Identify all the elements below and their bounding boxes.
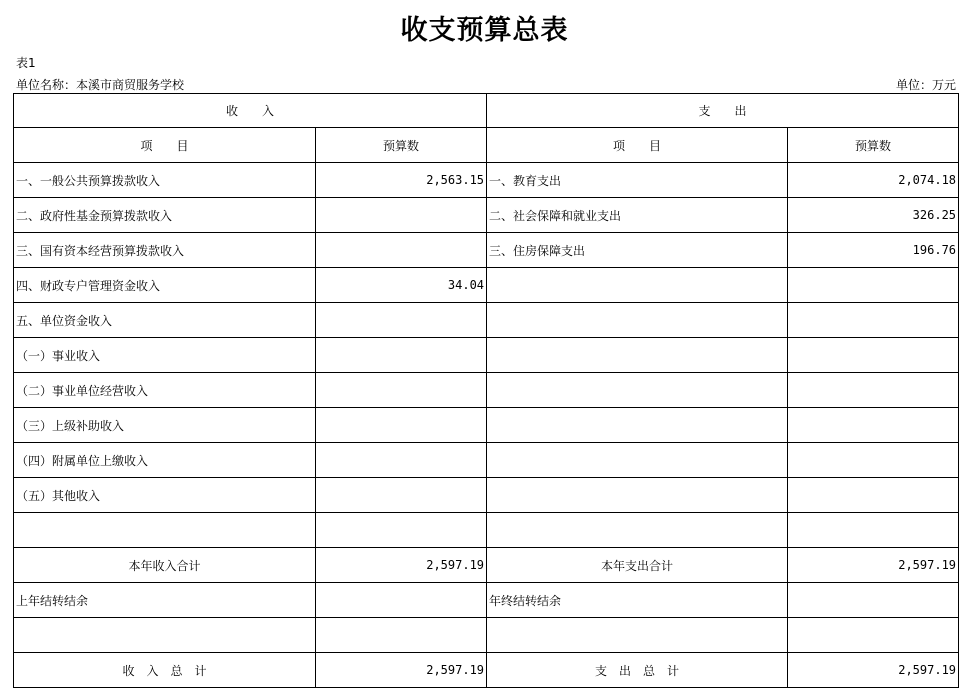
- expense-value: [788, 373, 959, 408]
- income-value: [316, 478, 487, 513]
- expense-item: 三、住房保障支出: [487, 233, 788, 268]
- expense-budget-header: 预算数: [788, 128, 959, 163]
- income-section-header: 收 入: [14, 94, 487, 128]
- income-value: [316, 443, 487, 478]
- income-value: [316, 338, 487, 373]
- blank-cell: [487, 618, 788, 653]
- expense-item: [487, 373, 788, 408]
- section-header-row: [14, 94, 959, 128]
- income-item: （二）事业单位经营收入: [14, 373, 316, 408]
- expense-value: [788, 513, 959, 548]
- expense-section-header: 支 出: [487, 94, 959, 128]
- income-item: （三）上级补助收入: [14, 408, 316, 443]
- income-value: [316, 513, 487, 548]
- income-item: 四、财政专户管理资金收入: [14, 268, 316, 303]
- expense-item-header: 项 目: [487, 128, 788, 163]
- expense-value: [788, 338, 959, 373]
- table-row: [14, 338, 959, 373]
- table-code: 表1: [16, 56, 36, 70]
- table-row: [14, 373, 959, 408]
- income-budget-header: 预算数: [316, 128, 487, 163]
- table-row: [14, 408, 959, 443]
- income-item: （四）附属单位上缴收入: [14, 443, 316, 478]
- prior-year-carryover-label: 上年结转结余: [14, 583, 316, 618]
- prior-year-carryover-value: [316, 583, 487, 618]
- income-item: 二、政府性基金预算拨款收入: [14, 198, 316, 233]
- income-value: 2,563.15: [316, 163, 487, 198]
- carry-over-row: [14, 583, 959, 618]
- expense-item: [487, 303, 788, 338]
- income-item-header: 项 目: [14, 128, 316, 163]
- expense-total-value: 2,597.19: [788, 653, 959, 688]
- table-row: [14, 233, 959, 268]
- income-item: 五、单位资金收入: [14, 303, 316, 338]
- currency-unit: 单位：万元: [895, 78, 956, 92]
- expense-value: [788, 268, 959, 303]
- year-end-carryover-label: 年终结转结余: [487, 583, 788, 618]
- blank-row: [14, 618, 959, 653]
- income-total-value: 2,597.19: [316, 653, 487, 688]
- budget-table: [13, 93, 959, 688]
- expense-item: [487, 338, 788, 373]
- income-item: 一、一般公共预算拨款收入: [14, 163, 316, 198]
- page-title: 收支预算总表: [400, 15, 569, 46]
- table-row: [14, 268, 959, 303]
- income-value: [316, 408, 487, 443]
- column-header-row: [14, 128, 959, 163]
- income-item: （一）事业收入: [14, 338, 316, 373]
- table-row: [14, 478, 959, 513]
- unit-name: 单位名称：本溪市商贸服务学校: [16, 78, 185, 92]
- subtotal-row: [14, 548, 959, 583]
- table-row: [14, 163, 959, 198]
- expense-value: [788, 443, 959, 478]
- expense-value: 196.76: [788, 233, 959, 268]
- income-value: [316, 303, 487, 338]
- expense-value: 2,074.18: [788, 163, 959, 198]
- expense-item: [487, 268, 788, 303]
- income-subtotal-label: 本年收入合计: [14, 548, 316, 583]
- expense-item: 一、教育支出: [487, 163, 788, 198]
- income-item: [14, 513, 316, 548]
- expense-item: 二、社会保障和就业支出: [487, 198, 788, 233]
- expense-subtotal-value: 2,597.19: [788, 548, 959, 583]
- year-end-carryover-value: [788, 583, 959, 618]
- income-item: 三、国有资本经营预算拨款收入: [14, 233, 316, 268]
- blank-cell: [788, 618, 959, 653]
- table-row: [14, 513, 959, 548]
- expense-total-label: 支 出 总 计: [487, 653, 788, 688]
- expense-item: [487, 443, 788, 478]
- income-value: 34.04: [316, 268, 487, 303]
- blank-cell: [14, 618, 316, 653]
- income-item: （五）其他收入: [14, 478, 316, 513]
- table-row: [14, 443, 959, 478]
- income-subtotal-value: 2,597.19: [316, 548, 487, 583]
- expense-item: [487, 408, 788, 443]
- blank-cell: [316, 618, 487, 653]
- income-value: [316, 233, 487, 268]
- expense-value: [788, 408, 959, 443]
- expense-value: 326.25: [788, 198, 959, 233]
- income-total-label: 收 入 总 计: [14, 653, 316, 688]
- table-row: [14, 303, 959, 338]
- expense-item: [487, 513, 788, 548]
- expense-value: [788, 478, 959, 513]
- grand-total-row: [14, 653, 959, 688]
- income-value: [316, 373, 487, 408]
- expense-item: [487, 478, 788, 513]
- expense-value: [788, 303, 959, 338]
- expense-subtotal-label: 本年支出合计: [487, 548, 788, 583]
- income-value: [316, 198, 487, 233]
- table-row: [14, 198, 959, 233]
